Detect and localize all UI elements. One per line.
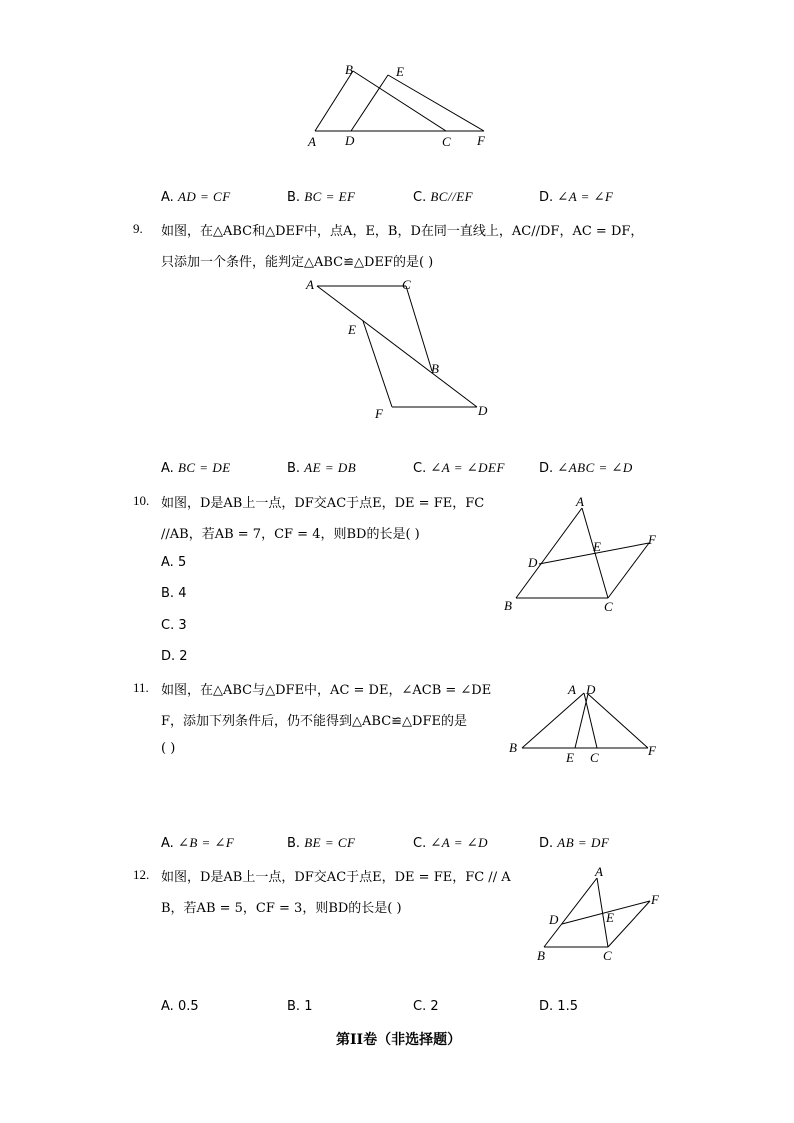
q8-option-a-text: AD = CF: [177, 189, 231, 204]
q12-option-a-text: 0.5: [177, 999, 199, 1014]
q11-option-b-text: BE = CF: [304, 835, 356, 850]
q9-label-D: D: [478, 403, 488, 418]
q10-option-b: [161, 586, 186, 601]
q11-option-c: [413, 835, 488, 851]
q10-number: 10.: [133, 493, 150, 508]
q11-number: 11.: [133, 680, 149, 695]
q11-figure: [500, 678, 670, 773]
q8-option-b-text: BC = EF: [304, 189, 356, 204]
q8-label-B: B: [345, 62, 353, 77]
q11-option-a-letter: A.: [161, 836, 174, 851]
q8-label-D: D: [345, 133, 355, 148]
q10-option-c-letter: C.: [161, 618, 175, 633]
q12-option-d-letter: D.: [539, 999, 554, 1014]
q12-label-B: B: [537, 948, 545, 963]
q10-option-b-text: 4: [178, 586, 187, 601]
q8-option-d-text: ∠A = ∠F: [557, 189, 614, 204]
q9-option-b-text: AE = DB: [304, 460, 357, 475]
q9-option-b: [287, 460, 356, 476]
q11-option-a-text: ∠B = ∠F: [177, 835, 235, 850]
q8-option-c-letter: C.: [413, 190, 427, 205]
q11-stem-line3: ( ): [161, 741, 176, 756]
q12-label-D: D: [549, 912, 559, 927]
q8-option-a: [161, 189, 231, 205]
q10-stem-line1: 如图，D是AB上一点，DF交AC于点E，DE = FE，FC: [161, 496, 485, 511]
q11-stem-line2: F，添加下列条件后，仍不能得到△ABC≌△DFE的是: [161, 714, 467, 729]
q12-option-a-letter: A.: [161, 999, 174, 1014]
q11-label-C: C: [590, 750, 599, 765]
q10-label-B: B: [504, 598, 512, 613]
q11-label-B: B: [509, 740, 517, 755]
q10-label-D: D: [528, 555, 538, 570]
q9-stem-line2: 只添加一个条件，能判定△ABC≌△DEF的是( ): [161, 255, 434, 270]
q12-label-A: A: [595, 864, 603, 879]
q9-option-d-letter: D.: [539, 461, 554, 476]
q8-label-A: A: [308, 134, 316, 149]
q8-label-E: E: [396, 64, 404, 79]
q10-label-E: E: [593, 539, 601, 554]
q9-label-F: F: [375, 406, 383, 421]
q11-label-A: A: [568, 682, 576, 697]
q12-option-c-letter: C.: [413, 999, 427, 1014]
q9-option-a: [161, 460, 231, 476]
q11-option-b: [287, 835, 355, 851]
q11-option-b-letter: B.: [287, 836, 301, 851]
q8-option-d: [539, 189, 614, 205]
q12-label-E: E: [606, 910, 614, 925]
q10-option-d-text: 2: [179, 649, 188, 664]
q11-option-d-letter: D.: [539, 836, 554, 851]
q9-label-C: C: [402, 277, 411, 292]
q8-option-d-letter: D.: [539, 190, 554, 205]
q12-option-b-text: 1: [304, 999, 313, 1014]
q8-option-c: [413, 189, 473, 205]
q12-option-b-letter: B.: [287, 999, 301, 1014]
q8-option-b-letter: B.: [287, 190, 301, 205]
q11-option-c-letter: C.: [413, 836, 427, 851]
q9-option-c-letter: C.: [413, 461, 427, 476]
q9-option-c-text: ∠A = ∠DEF: [430, 460, 505, 475]
q11-option-a: [161, 835, 234, 851]
q8-label-C: C: [442, 134, 451, 149]
q10-label-C: C: [604, 599, 613, 614]
q10-option-d: [161, 649, 188, 664]
q9-option-b-letter: B.: [287, 461, 301, 476]
q10-option-b-letter: B.: [161, 586, 175, 601]
q9-option-c: [413, 460, 505, 476]
q11-option-d-text: AB = DF: [557, 835, 610, 850]
q11-option-d: [539, 835, 609, 851]
q12-stem-line1: 如图，D是AB上一点，DF交AC于点E，DE = FE，FC // A: [161, 870, 511, 885]
q12-option-d: [539, 999, 578, 1014]
section-title: 第II卷（非选择题）: [336, 1032, 462, 1048]
q8-figure: [300, 60, 500, 155]
q10-option-a: [161, 555, 186, 570]
q10-option-d-letter: D.: [161, 649, 176, 664]
q10-label-F: F: [648, 532, 656, 547]
q9-option-d: [539, 460, 633, 476]
q12-stem-line2: B，若AB = 5，CF = 3，则BD的长是( ): [161, 901, 402, 916]
q8-option-b: [287, 189, 355, 205]
q10-option-c-text: 3: [178, 618, 187, 633]
q12-option-b: [287, 999, 312, 1014]
q9-option-a-text: BC = DE: [177, 460, 231, 475]
q9-label-E: E: [348, 322, 356, 337]
q11-label-F: F: [648, 743, 656, 758]
q9-figure: [300, 275, 500, 425]
q12-number: 12.: [133, 867, 150, 882]
q12-figure: [530, 862, 670, 967]
q9-number: 9.: [133, 221, 143, 236]
q9-option-a-letter: A.: [161, 461, 174, 476]
q12-option-d-text: 1.5: [557, 999, 578, 1014]
q12-option-c: [413, 999, 439, 1014]
q12-label-C: C: [603, 948, 612, 963]
q9-option-d-text: ∠ABC = ∠D: [557, 460, 633, 475]
q10-stem-line2: //AB，若AB = 7，CF = 4，则BD的长是( ): [161, 527, 420, 542]
q12-label-F: F: [651, 892, 659, 907]
q11-label-E: E: [566, 750, 574, 765]
q8-label-F: F: [477, 133, 485, 148]
q12-option-c-text: 2: [430, 999, 439, 1014]
q11-stem-line1: 如图，在△ABC与△DFE中，AC = DE，∠ACB = ∠DE: [161, 683, 492, 698]
q9-label-B: B: [431, 361, 439, 376]
q10-label-A: A: [576, 494, 584, 509]
q8-option-a-letter: A.: [161, 190, 174, 205]
q12-option-a: [161, 999, 199, 1014]
q10-option-a-letter: A.: [161, 555, 174, 570]
q8-option-c-text: BC//EF: [430, 189, 474, 204]
q10-figure: [500, 492, 670, 617]
q9-stem-line1: 如图，在△ABC和△DEF中，点A，E，B，D在同一直线上，AC//DF，AC = DF，: [161, 224, 644, 239]
q9-label-A: A: [306, 277, 314, 292]
q10-option-c: [161, 618, 187, 633]
q11-label-D: D: [586, 682, 596, 697]
q10-option-a-text: 5: [177, 555, 187, 570]
q11-option-c-text: ∠A = ∠D: [430, 835, 489, 850]
